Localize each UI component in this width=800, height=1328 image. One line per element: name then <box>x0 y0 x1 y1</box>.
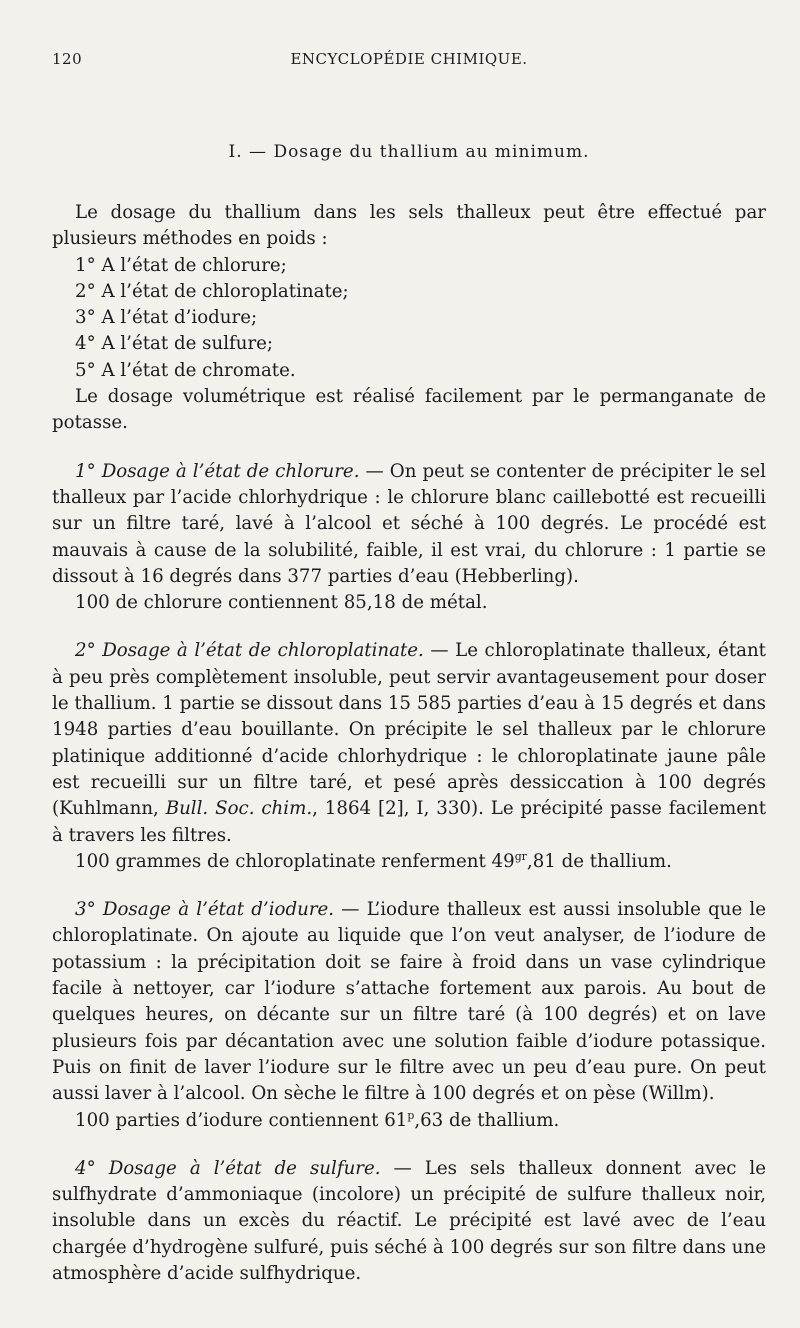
method-item-2: 2° A l’état de chloroplatinate; <box>75 280 349 302</box>
iodure-title: 3° Dosage à l’état d’iodure. <box>75 899 335 921</box>
chlorure-note: 100 de chlorure contiennent 85,18 de métal. <box>75 592 488 614</box>
chloroplatinate-note <box>52 849 766 875</box>
iodure-note-1: 100 parties d’iodure contiennent 61 <box>75 1109 408 1131</box>
chloroplatinate-body-1: — Le chloroplatinate thalleux, étant à peu près complètement insoluble, peut servir avantageusement pour doser le thallium. 1 partie se dissout dans 15 585 parties d’eau à 15 degrés et dans 1948 parties d’eau bouillante. On précipite le sel thalleux par le chlorure platinique additionné d’acide chlorhydrique : le chloroplatinate jaune pâle est recueilli sur un filtre taré, et pesé après dessiccation à 100 degrés (Kuhlmann, <box>52 640 766 820</box>
chloroplatinate-note-unit: gr <box>514 849 527 863</box>
section-heading: I. — Dosage du thallium au minimum. <box>228 142 590 162</box>
intro-paragraph: Le dosage du thallium dans les sels thalleux peut être effectué par plusieurs méthodes en poids : <box>52 202 766 250</box>
chlorure-body: — On peut se contenter de précipiter le sel thalleux par l’acide chlorhydrique : le chlorure blanc caillebotté est recueilli sur un filtre taré, lavé à l’alcool et séché à 100 degrés. Le procédé est mauvais à cause de la solubilité, faible, il est vrai, du chlorure : 1 partie se dissout à 16 degrés dans 377 parties d’eau (Hebberling). <box>52 460 767 587</box>
iodure-note <box>52 1108 766 1134</box>
method-item-1: 1° A l’état de chlorure; <box>75 254 287 276</box>
chloroplatinate-body-2: , 1864 [2], I, 330). Le précipité passe facilement à travers les filtres. <box>52 798 766 846</box>
sulfure-body: — Les sels thalleux donnent avec le sulfhydrate d’ammoniaque (incolore) un précipité de sulfure thalleux noir, insoluble dans un excès du réactif. Le précipité est lavé avec de l’eau chargée d’hydrogène sulfuré, puis séché à 100 degrés sur son filtre dans une atmosphère d’acide sulfhydrique. <box>52 1157 766 1284</box>
page-number: 120 <box>52 50 83 68</box>
sulfure-paragraph <box>52 1156 766 1287</box>
chloroplatinate-title: 2° Dosage à l’état de chloroplatinate. <box>75 640 424 662</box>
running-head <box>52 50 766 80</box>
chlorure-title: 1° Dosage à l’état de chlorure. <box>75 460 360 482</box>
method-item-5: 5° A l’état de chromate. <box>75 359 296 381</box>
iodure-body: — L’iodure thalleux est aussi insoluble que le chloroplatinate. On ajoute au liquide que l’on veut analyser, de l’iodure de potassium : la précipitation doit se faire à froid dans un vase cylindrique facile à nettoyer, car l’iodure s’attache fortement aux parois. Au bout de quelques heures, on décante sur un filtre taré (à 100 degrés) et on lave plusieurs fois par décantation avec une solution faible d’iodure potassique. Puis on finit de laver l’iodure sur le filtre avec un peu d’eau pure. On peut aussi laver à l’alcool. On sèche le filtre à 100 degrés et on pèse (Willm). <box>52 899 767 1105</box>
method-item-4: 4° A l’état de sulfure; <box>75 333 274 355</box>
iodure-note-2: ,63 de thallium. <box>414 1109 560 1131</box>
chlorure-paragraph <box>52 459 766 590</box>
iodure-note-unit: p <box>407 1108 415 1122</box>
volumetric-paragraph: Le dosage volumétrique est réalisé facilement par le permanganate de potasse. <box>52 386 766 434</box>
method-item-3: 3° A l’état d’iodure; <box>75 307 258 329</box>
iodure-paragraph <box>52 897 766 1107</box>
running-title: ENCYCLOPÉDIE CHIMIQUE. <box>290 50 528 68</box>
chloroplatinate-note-1: 100 grammes de chloroplatinate renferment 49 <box>75 850 515 872</box>
body-text <box>52 200 766 1287</box>
chloroplatinate-paragraph <box>52 638 766 848</box>
sulfure-title: 4° Dosage à l’état de sulfure. <box>75 1157 381 1179</box>
chloroplatinate-citation: Bull. Soc. chim. <box>165 798 313 820</box>
chloroplatinate-note-2: ,81 de thallium. <box>526 850 672 872</box>
